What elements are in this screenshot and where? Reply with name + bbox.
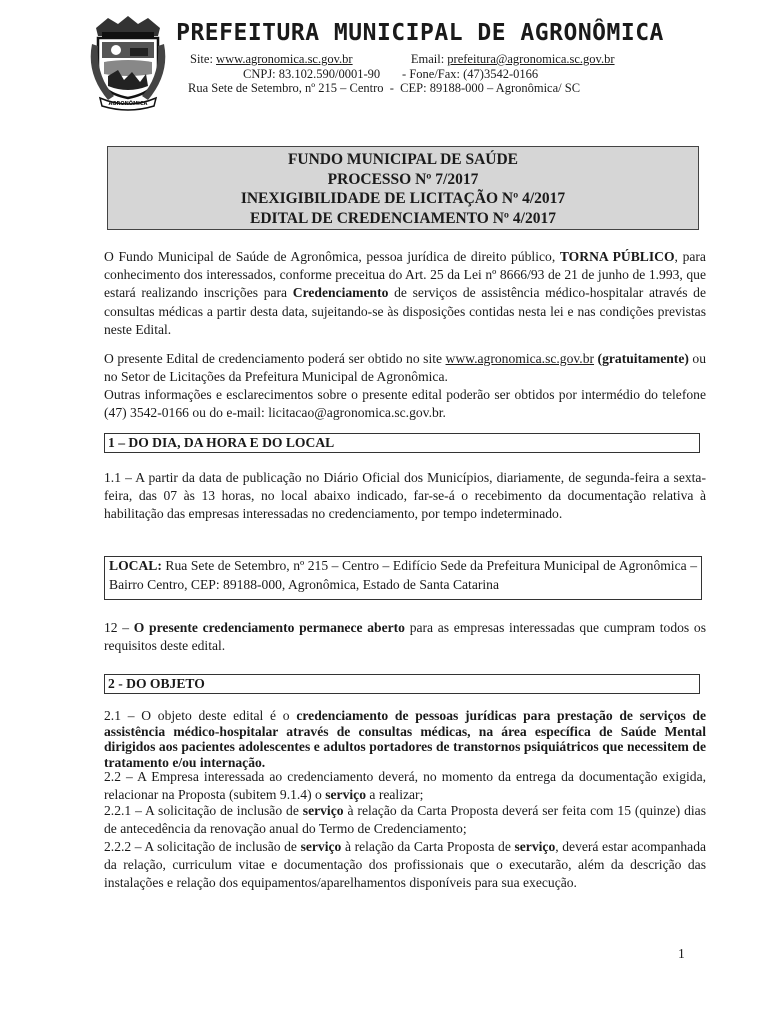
email-link[interactable]: prefeitura@agronomica.sc.gov.br bbox=[447, 52, 615, 66]
site-link[interactable]: www.agronomica.sc.gov.br bbox=[216, 52, 353, 66]
servico-bold: serviço bbox=[514, 839, 556, 854]
item-1-2-bold: O presente credenciamento permanece aberto bbox=[133, 620, 405, 635]
svg-text:AGRONÔMICA: AGRONÔMICA bbox=[108, 101, 148, 107]
item-2-1-text: O objeto deste edital é o bbox=[141, 708, 290, 723]
item-2-2-2 bbox=[104, 838, 706, 893]
item-2-2-text: 2.2 – A Empresa interessada ao credenciamento deverá, no momento da entrega da documentação exigida, relacionar na Proposta (subitem 9.1.4) o bbox=[104, 769, 706, 803]
title-line-process: PROCESSO Nº 7/2017 bbox=[327, 170, 479, 188]
title-line-inexigibility: INEXIGIBILIDADE DE LICITAÇÃO Nº 4/2017 bbox=[240, 190, 566, 207]
intro-bold-credenciamento: Credenciamento bbox=[292, 285, 389, 301]
section-2-heading: 2 - DO OBJETO bbox=[104, 674, 700, 694]
page-number: 1 bbox=[678, 946, 685, 961]
servico-bold: serviço bbox=[325, 787, 366, 803]
edital-title-box bbox=[107, 146, 699, 230]
item-number: 12 – bbox=[104, 620, 130, 635]
item-2-2-2-text: 2.2.2 – A solicitação de inclusão de bbox=[104, 839, 297, 854]
item-1-2-text: para as empresas interessadas que cumpram todos os requisitos deste edital. bbox=[104, 620, 707, 654]
intro-bold-torna-publico: TORNA PÚBLICO bbox=[559, 249, 675, 264]
item-1-2 bbox=[104, 619, 706, 655]
item-2-2 bbox=[104, 768, 706, 804]
item-2-2-2-text: à relação da Carta Proposta de bbox=[344, 839, 511, 854]
item-2-2-2-text: , deverá estar acompanhada da relação, curriculum vitae e documentação dos profissionais que o executarão, além da descrição das instalações e relação dos equipamentos/aparelhamentos disponíveis para sua execução. bbox=[104, 839, 707, 891]
local-address: Rua Sete de Setembro, nº 215 – Centro – Edifício Sede da Prefeitura Municipal de Agronômica – Bairro Centro, CEP: 89188-000, Agronômica, Estado de Santa Catarina bbox=[109, 558, 697, 592]
item-number: 2.1 – bbox=[104, 708, 135, 723]
cnpj-phone-line: CNPJ: 83.102.590/0001-90 - Fone/Fax: (47)3542-0166 bbox=[243, 67, 539, 81]
local-box bbox=[104, 556, 702, 600]
item-2-2-1-text: 2.2.1 – A solicitação de inclusão de bbox=[104, 803, 299, 818]
title-line-edital: EDITAL DE CREDENCIAMENTO Nº 4/2017 bbox=[250, 209, 556, 227]
intro-text: de serviços de assistência médico-hospitalar através de consultas médicas a partir desta data, sujeitando-se às disposições contidas nesta lei e nas condições previstas neste Edital. bbox=[104, 285, 706, 337]
edital-availability-paragraph bbox=[104, 350, 706, 386]
gratuitamente-bold: (gratuitamente) bbox=[597, 351, 689, 366]
item-1-1: 1.1 – A partir da data de publicação no Diário Oficial dos Municípios, diariamente, de segunda-feira a sexta-feira, das 07 às 13 horas, no local abaixo indicado, far-se-á o recebimento da documentação relativa à habilitação das empresas interessadas no credenciamento, por tempo indeterminado. bbox=[104, 470, 706, 522]
site-link[interactable]: www.agronomica.sc.gov.br bbox=[445, 351, 595, 366]
intro-text: , para conhecimento dos interessados, conforme preceitua do Art. 25 da Lei nº 8666/93 de 21 de junho de 1.993, que estará realizando inscrições para bbox=[104, 249, 706, 301]
intro-paragraph bbox=[104, 248, 706, 339]
availability-text: O presente Edital de credenciamento poderá ser obtido no site bbox=[104, 351, 443, 366]
section-1-heading: 1 – DO DIA, DA HORA E DO LOCAL bbox=[104, 433, 700, 453]
servico-bold: serviço bbox=[302, 803, 344, 818]
local-label: LOCAL: bbox=[109, 558, 162, 573]
item-2-1 bbox=[104, 708, 706, 770]
address-line: Rua Sete de Setembro, nº 215 – Centro - CEP: 89188-000 – Agronômica/ SC bbox=[188, 81, 581, 95]
contact-line bbox=[190, 52, 615, 67]
municipality-title: PREFEITURA MUNICIPAL DE AGRONÔMICA bbox=[176, 20, 664, 46]
item-2-2-1 bbox=[104, 802, 706, 838]
item-2-2-text: a realizar; bbox=[369, 787, 424, 803]
title-line-fund: FUNDO MUNICIPAL DE SAÚDE bbox=[287, 151, 519, 168]
intro-text: O Fundo Municipal de Saúde de Agronômica, pessoa jurídica de direito público, bbox=[104, 249, 556, 264]
email-label: Email: bbox=[410, 52, 445, 66]
item-2-1-object-bold: credenciamento de pessoas jurídicas para prestação de serviços de assistência médico-hospitalar através de consultas médicas, na área específica de Saúde Mental dirigidos aos pacientes adolescentes e adultos portadores de transtornos psiquiátricos que necessitem de tratamento e/ou internação. bbox=[104, 708, 707, 770]
item-2-2-1-text: à relação da Carta Proposta deverá ser feita com 15 (quinze) dias de antecedência da renovação anual do Termo de Credenciamento; bbox=[104, 803, 707, 837]
site-label: Site: bbox=[190, 52, 213, 66]
availability-text: ou no Setor de Licitações da Prefeitura Municipal de Agronômica. bbox=[104, 351, 707, 385]
contact-info-paragraph: Outras informações e esclarecimentos sobre o presente edital poderão ser obtidos por intermédio do telefone (47) 3542-0166 ou do e-mail: licitacao@agronomica.sc.gov.br. bbox=[104, 387, 706, 421]
servico-bold: serviço bbox=[300, 839, 342, 854]
